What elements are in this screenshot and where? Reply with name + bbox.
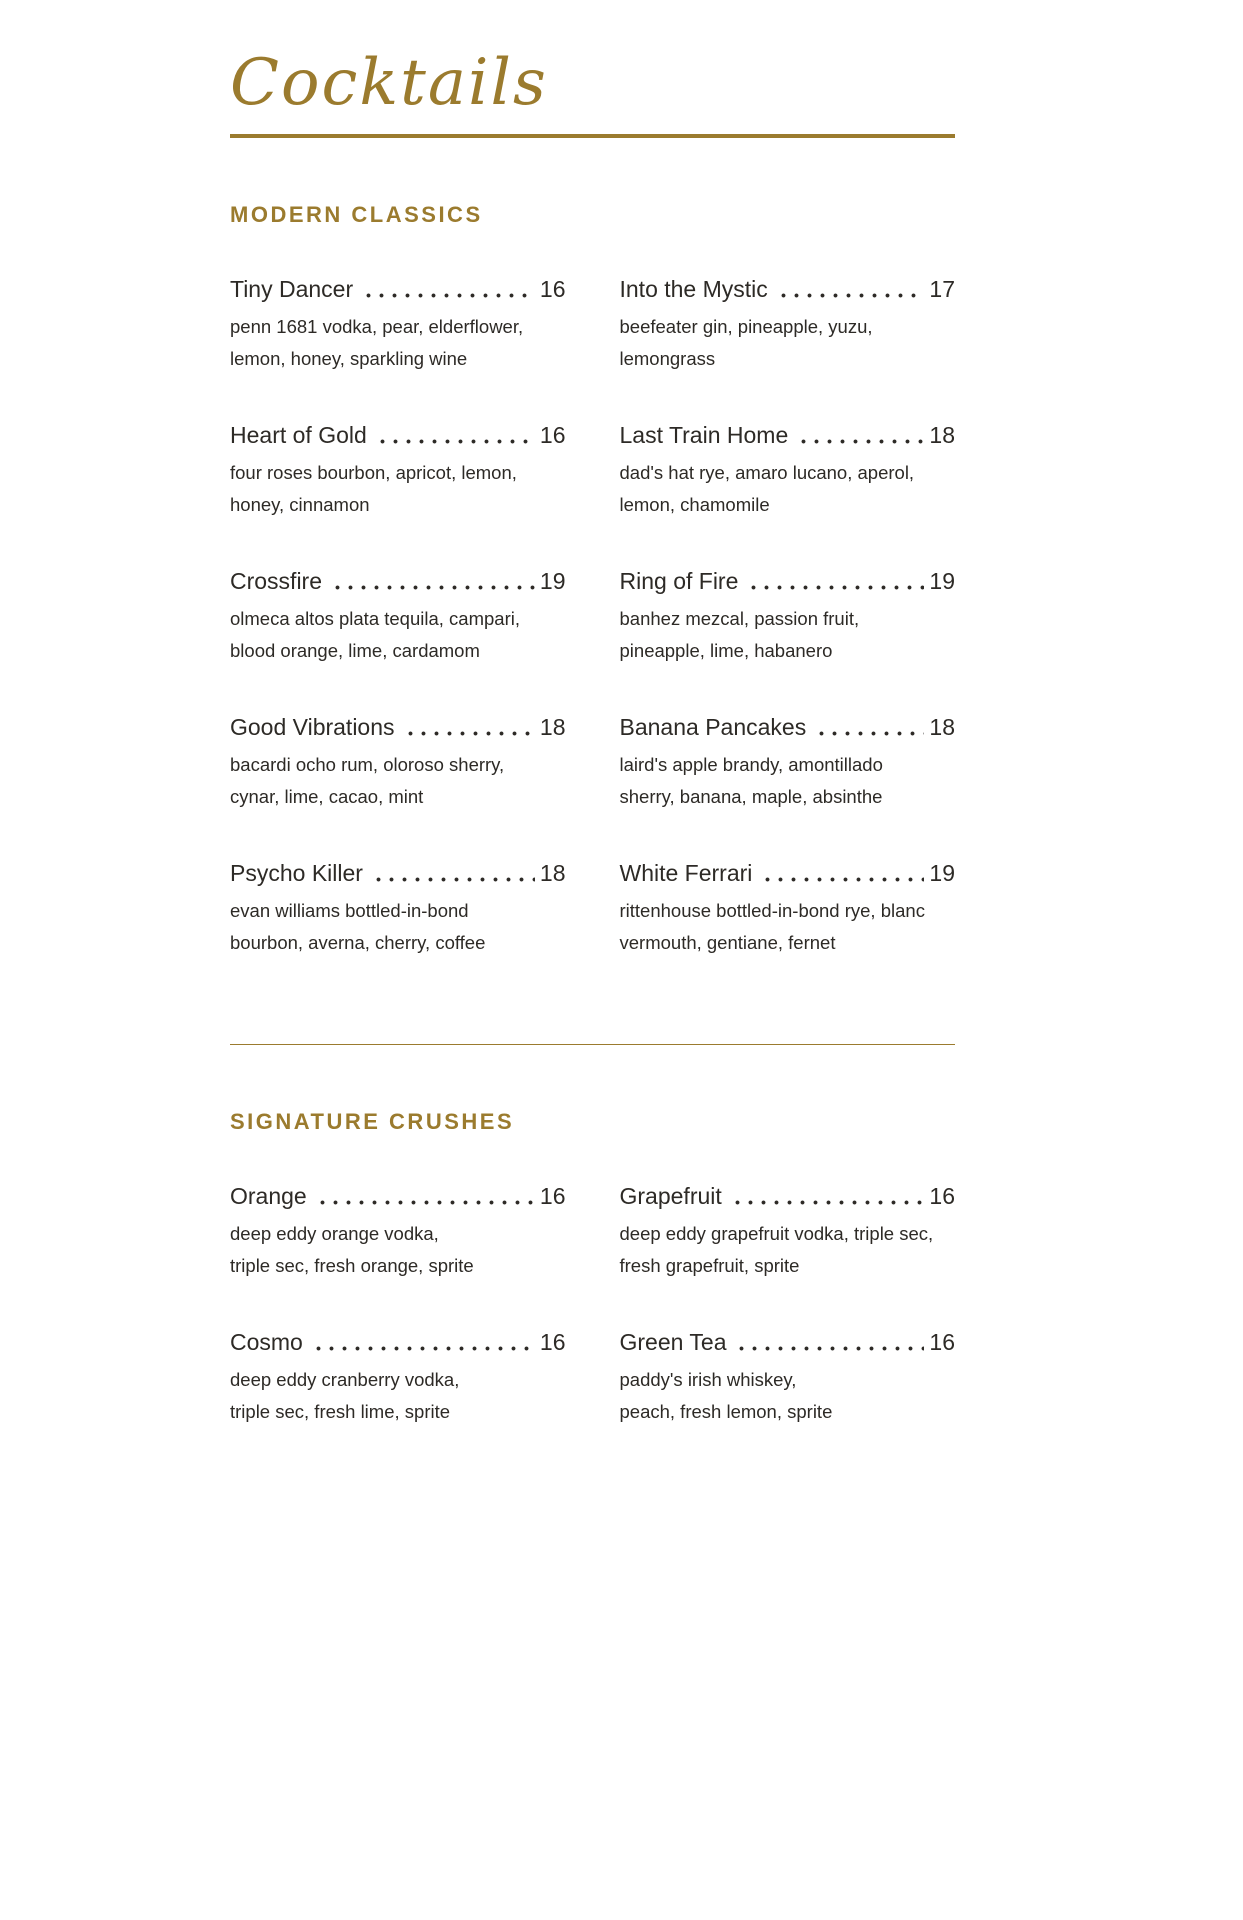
item-description-line: lemon, chamomile bbox=[619, 494, 770, 516]
menu-item bbox=[620, 566, 956, 667]
dot-leader bbox=[797, 439, 924, 444]
menu-item bbox=[230, 420, 566, 521]
item-description-line: paddy's irish whiskey, bbox=[619, 1369, 797, 1391]
item-description-line: deep eddy cranberry vodka, bbox=[230, 1369, 460, 1391]
item-row bbox=[620, 1327, 956, 1357]
dot-leader bbox=[815, 731, 924, 736]
item-description-line: evan williams bottled-in-bond bbox=[230, 900, 469, 922]
item-name: Good Vibrations bbox=[230, 714, 395, 741]
item-description-line: cynar, lime, cacao, mint bbox=[230, 786, 424, 808]
page-title: Cocktails bbox=[230, 46, 548, 120]
section-heading-signature-crushes: SIGNATURE CRUSHES bbox=[230, 1109, 515, 1135]
signature-crushes-left-column bbox=[230, 1181, 566, 1473]
menu-item bbox=[620, 420, 956, 521]
menu-item bbox=[620, 1327, 956, 1428]
item-description-line: deep eddy grapefruit vodka, triple sec, bbox=[619, 1223, 934, 1245]
item-description-line: fresh grapefruit, sprite bbox=[619, 1255, 800, 1277]
item-name: Psycho Killer bbox=[230, 860, 363, 887]
item-price: 18 bbox=[929, 422, 955, 449]
item-description bbox=[230, 749, 566, 813]
item-description-line: bacardi ocho rum, oloroso sherry, bbox=[230, 754, 505, 776]
item-description bbox=[620, 311, 956, 375]
item-price: 19 bbox=[929, 860, 955, 887]
item-row bbox=[230, 274, 566, 304]
title-divider bbox=[230, 134, 955, 138]
item-description bbox=[230, 311, 566, 375]
item-description-line: beefeater gin, pineapple, yuzu, bbox=[619, 316, 873, 338]
item-name: Tiny Dancer bbox=[230, 276, 354, 303]
item-description bbox=[230, 603, 566, 667]
menu-item bbox=[230, 566, 566, 667]
item-description-line: blood orange, lime, cardamom bbox=[230, 640, 480, 662]
signature-crushes-right-column bbox=[620, 1181, 956, 1473]
item-description bbox=[620, 749, 956, 813]
item-price: 16 bbox=[539, 422, 566, 449]
item-row bbox=[230, 1327, 566, 1357]
item-description-line: lemon, honey, sparkling wine bbox=[230, 348, 468, 370]
item-description-line: deep eddy orange vodka, bbox=[230, 1223, 439, 1245]
item-row bbox=[230, 712, 566, 742]
menu-item bbox=[230, 1181, 566, 1282]
section-divider bbox=[230, 1044, 955, 1045]
dot-leader bbox=[731, 1200, 925, 1205]
menu-item bbox=[620, 858, 956, 959]
item-price: 16 bbox=[929, 1329, 955, 1356]
item-row bbox=[230, 420, 566, 450]
item-description-line: honey, cinnamon bbox=[230, 494, 370, 516]
dot-leader bbox=[404, 731, 535, 736]
item-price: 16 bbox=[929, 1183, 955, 1210]
item-row bbox=[230, 858, 566, 888]
item-price: 19 bbox=[539, 568, 566, 595]
item-description bbox=[230, 457, 566, 521]
item-description-line: banhez mezcal, passion fruit, bbox=[619, 608, 860, 630]
item-description bbox=[620, 457, 956, 521]
item-row bbox=[230, 1181, 566, 1211]
item-description-line: triple sec, fresh lime, sprite bbox=[230, 1401, 451, 1423]
item-price: 16 bbox=[539, 276, 566, 303]
item-name: Last Train Home bbox=[619, 422, 789, 449]
item-price: 18 bbox=[929, 714, 955, 741]
item-row bbox=[230, 566, 566, 596]
item-name: Heart of Gold bbox=[230, 422, 367, 449]
dot-leader bbox=[312, 1346, 535, 1351]
item-row bbox=[620, 1181, 956, 1211]
item-price: 16 bbox=[539, 1329, 566, 1356]
dot-leader bbox=[331, 585, 535, 590]
dot-leader bbox=[316, 1200, 535, 1205]
item-price: 19 bbox=[929, 568, 955, 595]
menu-item bbox=[230, 274, 566, 375]
item-name: Green Tea bbox=[619, 1329, 727, 1356]
menu-item bbox=[230, 712, 566, 813]
dot-leader bbox=[761, 877, 924, 882]
item-row bbox=[620, 566, 956, 596]
dot-leader bbox=[735, 1346, 924, 1351]
dot-leader bbox=[362, 293, 535, 298]
item-name: Ring of Fire bbox=[619, 568, 739, 595]
menu-item bbox=[620, 274, 956, 375]
dot-leader bbox=[777, 293, 925, 298]
item-description-line: bourbon, averna, cherry, coffee bbox=[230, 932, 486, 954]
item-description-line: laird's apple brandy, amontillado bbox=[619, 754, 883, 776]
item-description bbox=[620, 603, 956, 667]
item-description-line: peach, fresh lemon, sprite bbox=[619, 1401, 833, 1423]
section-heading-modern-classics: MODERN CLASSICS bbox=[230, 202, 483, 228]
dot-leader bbox=[747, 585, 924, 590]
item-name: Crossfire bbox=[230, 568, 323, 595]
item-price: 16 bbox=[539, 1183, 566, 1210]
item-description-line: rittenhouse bottled-in-bond rye, blanc bbox=[619, 900, 925, 922]
modern-classics-grid bbox=[230, 274, 955, 1004]
modern-classics-left-column bbox=[230, 274, 566, 1004]
item-row bbox=[620, 420, 956, 450]
item-description bbox=[230, 1364, 566, 1428]
item-description bbox=[230, 895, 566, 959]
menu-item bbox=[230, 1327, 566, 1428]
item-price: 18 bbox=[539, 714, 566, 741]
menu-item bbox=[620, 712, 956, 813]
item-name: Banana Pancakes bbox=[619, 714, 807, 741]
item-description-line: triple sec, fresh orange, sprite bbox=[230, 1255, 474, 1277]
item-row bbox=[620, 858, 956, 888]
item-description-line: olmeca altos plata tequila, campari, bbox=[230, 608, 520, 630]
item-description-line: sherry, banana, maple, absinthe bbox=[619, 786, 883, 808]
item-description bbox=[620, 895, 956, 959]
signature-crushes-grid bbox=[230, 1181, 955, 1473]
item-name: White Ferrari bbox=[619, 860, 753, 887]
item-row bbox=[620, 712, 956, 742]
item-description bbox=[230, 1218, 566, 1282]
item-description-line: four roses bourbon, apricot, lemon, bbox=[230, 462, 517, 484]
item-price: 17 bbox=[929, 276, 955, 303]
menu-item bbox=[620, 1181, 956, 1282]
item-description-line: penn 1681 vodka, pear, elderflower, bbox=[230, 316, 524, 338]
item-name: Grapefruit bbox=[619, 1183, 722, 1210]
item-name: Cosmo bbox=[230, 1329, 303, 1356]
item-description-line: vermouth, gentiane, fernet bbox=[619, 932, 836, 954]
modern-classics-right-column bbox=[620, 274, 956, 1004]
dot-leader bbox=[372, 877, 535, 882]
item-description bbox=[620, 1218, 956, 1282]
item-row bbox=[620, 274, 956, 304]
item-description bbox=[620, 1364, 956, 1428]
item-name: Orange bbox=[230, 1183, 307, 1210]
item-price: 18 bbox=[539, 860, 566, 887]
item-description-line: dad's hat rye, amaro lucano, aperol, bbox=[619, 462, 915, 484]
item-description-line: pineapple, lime, habanero bbox=[619, 640, 833, 662]
dot-leader bbox=[376, 439, 535, 444]
item-name: Into the Mystic bbox=[619, 276, 768, 303]
menu-item bbox=[230, 858, 566, 959]
item-description-line: lemongrass bbox=[619, 348, 716, 370]
